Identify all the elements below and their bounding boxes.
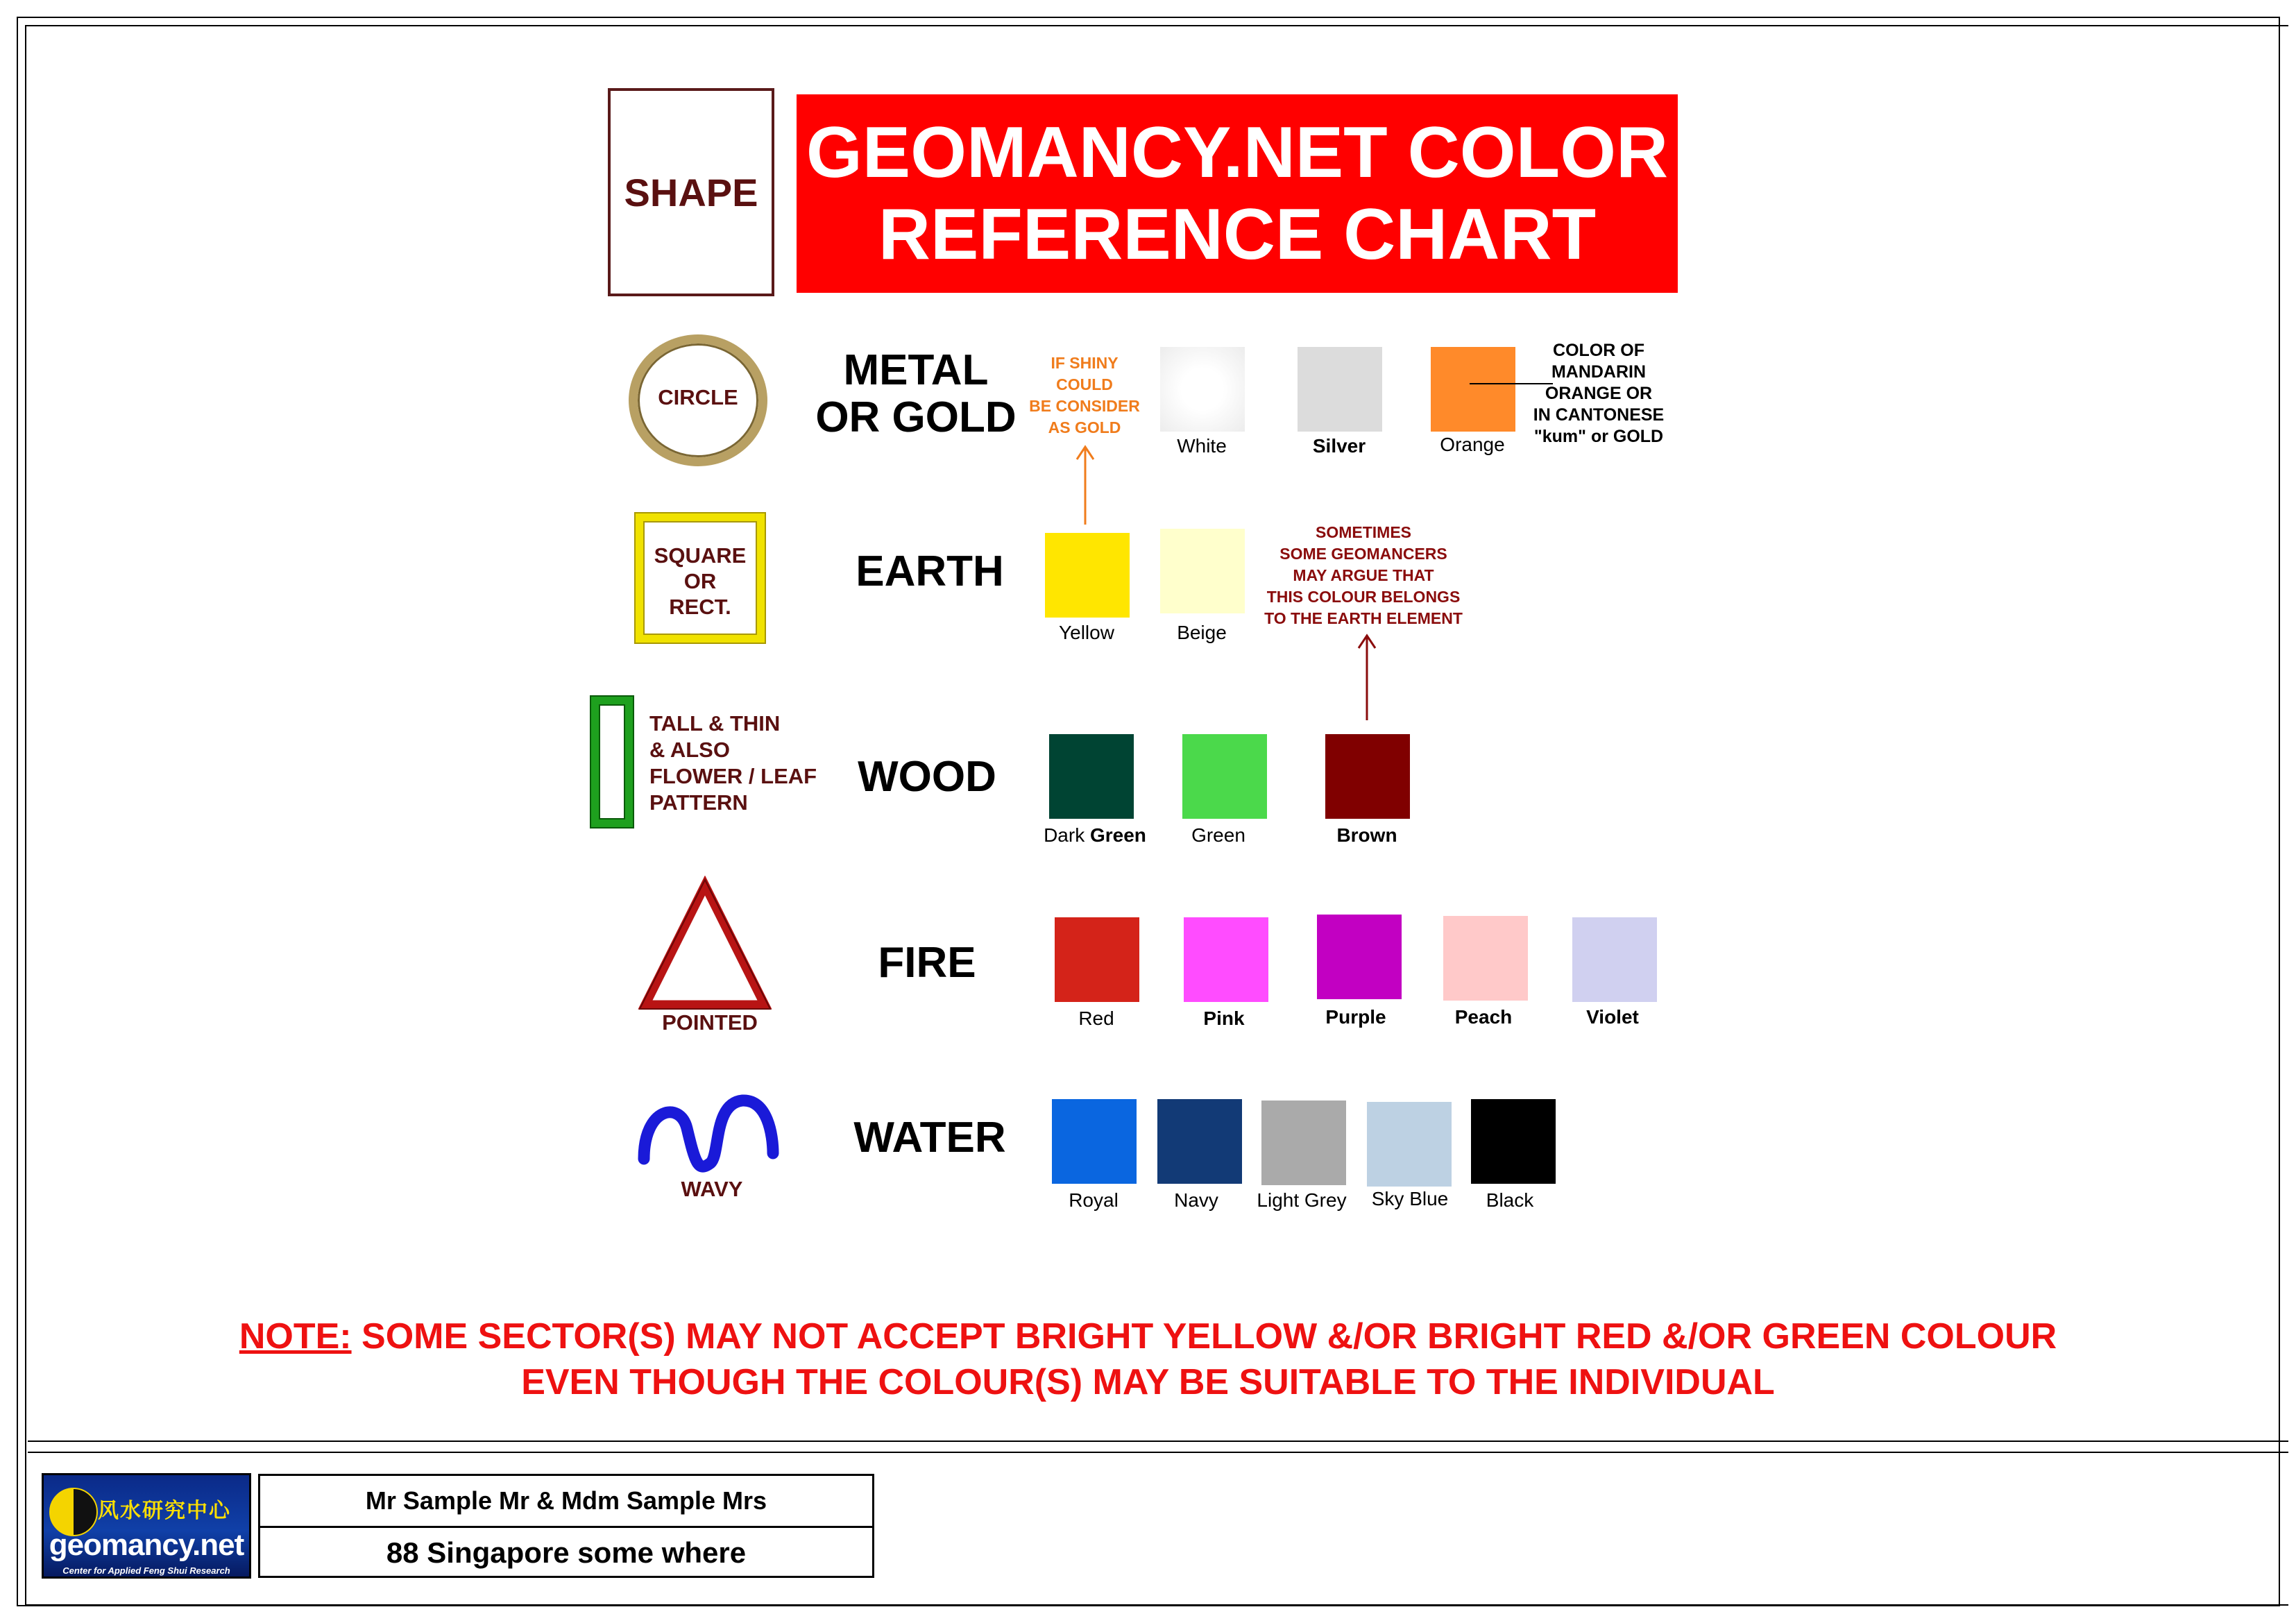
swatch-peach — [1443, 916, 1528, 1001]
swatch-silver — [1298, 347, 1382, 432]
element-earth: EARTH — [856, 547, 1004, 595]
swatch-green-label: Green — [1191, 824, 1245, 846]
element-wood: WOOD — [858, 753, 996, 801]
swatch-light-grey — [1261, 1101, 1346, 1185]
swatch-royal — [1052, 1099, 1137, 1184]
tall-label-line: TALL & THIN — [649, 711, 781, 736]
triangle-shape-label: POINTED — [662, 1010, 758, 1035]
swatch-violet-label: Violet — [1586, 1006, 1639, 1028]
brown-note-line: TO THE EARTH ELEMENT — [1264, 609, 1463, 627]
orange-note-line: MANDARIN — [1551, 362, 1647, 382]
orange-note-line: ORANGE OR — [1545, 384, 1653, 403]
gold-note-line: IF SHINY — [1051, 354, 1119, 372]
square-label-line: OR — [683, 569, 717, 593]
swatch-black-label: Black — [1486, 1189, 1534, 1211]
swatch-beige — [1160, 529, 1245, 613]
brown-note — [1249, 522, 1478, 629]
tall-label-line: & ALSO — [649, 738, 730, 762]
element-fire: FIRE — [878, 939, 976, 987]
wave-shape-label: WAVY — [681, 1177, 743, 1201]
swatch-red — [1055, 917, 1139, 1002]
gold-note-line: AS GOLD — [1048, 418, 1121, 436]
square-label-line: SQUARE — [654, 543, 747, 568]
dark-green-label-a: Dark — [1044, 824, 1085, 846]
swatch-navy — [1157, 1099, 1242, 1184]
swatch-yellow — [1045, 533, 1130, 618]
orange-note-line: "kum" or GOLD — [1533, 427, 1664, 446]
shape-header: SHAPE — [608, 88, 774, 296]
swatch-silver-label: Silver — [1312, 435, 1366, 457]
tall-label-line: FLOWER / LEAF — [649, 764, 817, 788]
client-name: Mr Sample Mr & Mdm Sample Mrs — [260, 1476, 872, 1528]
swatch-purple — [1317, 915, 1402, 999]
swatch-dark-green — [1049, 734, 1134, 819]
swatch-navy-label: Navy — [1174, 1189, 1218, 1211]
wave-icon — [631, 1087, 784, 1177]
brown-note-line: SOMETIMES — [1315, 523, 1411, 541]
tall-rectangle-shape — [591, 697, 633, 827]
tall-shape-label — [649, 711, 844, 816]
arrow-icon — [1350, 633, 1385, 723]
swatch-orange — [1431, 347, 1515, 432]
note-label: NOTE: — [239, 1316, 352, 1357]
gold-note-line: BE CONSIDER — [1029, 397, 1140, 415]
swatch-peach-label: Peach — [1454, 1006, 1513, 1028]
gold-note — [1020, 352, 1149, 439]
swatch-white — [1160, 347, 1245, 432]
client-info-box — [258, 1474, 874, 1578]
logo-wordmark: geomancy.net — [49, 1528, 244, 1562]
arrow-icon — [1069, 444, 1103, 527]
swatch-royal-label: Royal — [1069, 1189, 1119, 1211]
dark-green-label-b: Green — [1089, 824, 1146, 846]
note-line-1 — [0, 1316, 2296, 1357]
gold-note-line: COULD — [1056, 375, 1113, 393]
swatch-sky-blue-label: Sky Blue — [1371, 1188, 1449, 1209]
brown-note-line: MAY ARGUE THAT — [1293, 566, 1434, 584]
square-shape-label — [636, 543, 765, 620]
swatch-violet — [1572, 917, 1657, 1002]
swatch-yellow-label: Yellow — [1059, 622, 1114, 643]
swatch-red-label: Red — [1078, 1008, 1114, 1029]
swatch-sky-blue — [1367, 1102, 1452, 1187]
triangle-icon — [636, 876, 774, 1014]
logo-tagline: Center for Applied Feng Shui Research — [62, 1565, 230, 1576]
orange-note-line: COLOR OF — [1553, 341, 1644, 360]
swatch-white-label: White — [1177, 435, 1227, 457]
client-address: 88 Singapore some where — [386, 1536, 747, 1569]
brown-note-line: THIS COLOUR BELONGS — [1266, 588, 1461, 606]
swatch-dark-green-label — [1026, 824, 1164, 847]
orange-note-line: IN CANTONESE — [1533, 405, 1665, 425]
swatch-orange-label: Orange — [1440, 434, 1505, 455]
title-line-2: REFERENCE CHART — [878, 194, 1597, 275]
swatch-purple-label: Purple — [1325, 1006, 1386, 1028]
logo-chinese: 风水研究中心 — [98, 1499, 231, 1522]
element-metal-line1: METAL — [843, 346, 989, 394]
swatch-brown-label: Brown — [1336, 824, 1397, 846]
orange-note — [1524, 340, 1674, 448]
note-text-1: SOME SECTOR(S) MAY NOT ACCEPT BRIGHT YELLOW &/OR BRIGHT RED &/OR GREEN COLOUR — [351, 1316, 2057, 1357]
swatch-brown — [1325, 734, 1410, 819]
note-line-2: EVEN THOUGH THE COLOUR(S) MAY BE SUITABLE TO THE INDIVIDUAL — [521, 1362, 1775, 1402]
swatch-black — [1471, 1099, 1556, 1184]
swatch-light-grey-label: Light Grey — [1257, 1189, 1347, 1211]
circle-shape-label: CIRCLE — [658, 385, 738, 409]
swatch-beige-label: Beige — [1177, 622, 1227, 643]
element-metal-line2: OR GOLD — [815, 393, 1017, 441]
chart-title — [797, 94, 1678, 293]
square-label-line: RECT. — [669, 595, 731, 619]
swatch-pink-label: Pink — [1203, 1008, 1245, 1029]
element-water: WATER — [853, 1114, 1006, 1162]
footer-divider — [28, 1441, 2288, 1453]
swatch-green — [1182, 734, 1267, 819]
brown-note-line: SOME GEOMANCERS — [1279, 545, 1447, 563]
element-metal — [805, 347, 1027, 441]
swatch-pink — [1184, 917, 1268, 1002]
tall-label-line: PATTERN — [649, 790, 748, 815]
geomancy-logo — [42, 1473, 251, 1579]
title-line-1: GEOMANCY.NET COLOR — [806, 112, 1669, 193]
